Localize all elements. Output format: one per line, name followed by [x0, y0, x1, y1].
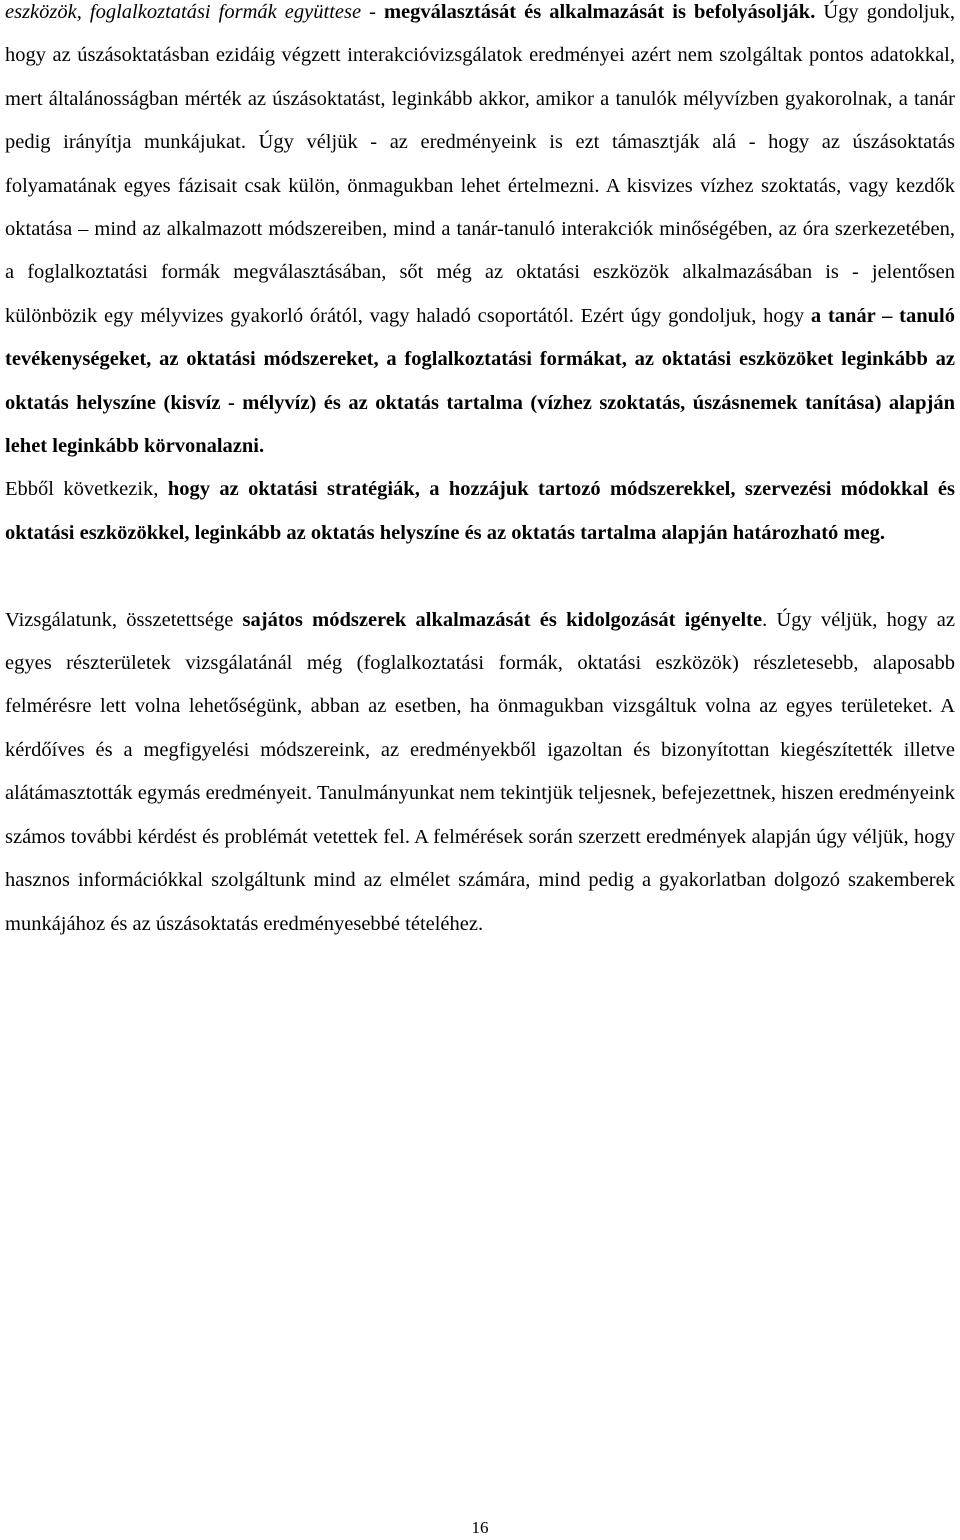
paragraph-2	[5, 468, 955, 555]
text-segment: -	[361, 1, 384, 23]
text-segment: Úgy gondoljuk, hogy az úszásoktatásban ezidáig végzett interakcióvizsgálatok eredményei azért nem szolgáltak pontos adatokkal, mert általánosságban mérték az úszásoktatást, leginkább akkor, amikor a tanulók mélyvízben gyakorolnak, a tanár pedig irányítja munkájukat. Úgy véljük - az eredményeink is ezt támasztják alá - hogy az úszásoktatás folyamatának egyes fázisait csak külön, önmagukban lehet értelmezni. A kisvizes vízhez szoktatás, vagy kezdők oktatása – mind az alkalmazott módszereiben, mind a tanár-tanuló interakciók minőségében, az óra szerkezetében, a foglalkoztatási formák megválasztásában, sőt még az oktatási eszközök alkalmazásában is - jelentősen különbözik egy mélyvizes gyakorló órától, vagy haladó csoportától. Ezért úgy gondoljuk, hogy	[5, 1, 955, 327]
paragraph-1	[5, 0, 955, 468]
text-segment: megválasztását és alkalmazását is befolyásolják.	[383, 1, 816, 23]
paragraph-spacer	[5, 555, 955, 598]
paragraph-3	[5, 599, 955, 946]
text-segment: hogy az oktatási stratégiák, a hozzájuk tartozó módszerekkel, szervezési módokkal és oktatási eszközökkel, leginkább az oktatás helyszíne és az oktatás tartalma alapján határozható meg.	[5, 478, 955, 544]
page-number: 16	[471, 1518, 489, 1537]
text-segment: sajátos módszerek alkalmazását és kidolgozását igényelte	[242, 608, 763, 631]
text-segment: eszközök, foglalkoztatási formák együttese	[5, 1, 362, 23]
text-segment: . Úgy véljük, hogy az egyes részterületek vizsgálatánál még (foglalkoztatási formák, oktatási eszközök) részletesebb, alaposabb felmérésre lett volna lehetőségünk, abban az esetben, ha önmagukban vizsgáltuk volna az egyes területeket. A kérdőíves és a megfigyelési módszereink, az eredményekből igazoltan és bizonyítottan kiegészítették illetve alátámasztották egymás eredményeit. Tanulmányunkat nem tekintjük teljesnek, befejezettnek, hiszen eredményeink számos további kérdést és problémát vetettek fel. A felmérések során szerzett eredmények alapján úgy véljük, hogy hasznos információkkal szolgáltunk mind az elmélet számára, mind pedig a gyakorlatban dolgozó szakemberek munkájához és az úszásoktatás eredményesebbé tételéhez.	[5, 608, 956, 935]
text-segment: Vizsgálatunk, összetettsége	[5, 608, 243, 631]
document-page	[5, 0, 955, 946]
text-segment: Ebből következik,	[5, 478, 168, 501]
text-segment: a tanár – tanuló tevékenységeket, az oktatási módszereket, a foglalkoztatási formákat, az oktatási eszközöket leginkább az oktatás helyszíne (kisvíz - mélyvíz) és az oktatás tartalma (vízhez szoktatás, úszásnemek tanítása) alapján lehet leginkább körvonalazni.	[5, 304, 955, 458]
